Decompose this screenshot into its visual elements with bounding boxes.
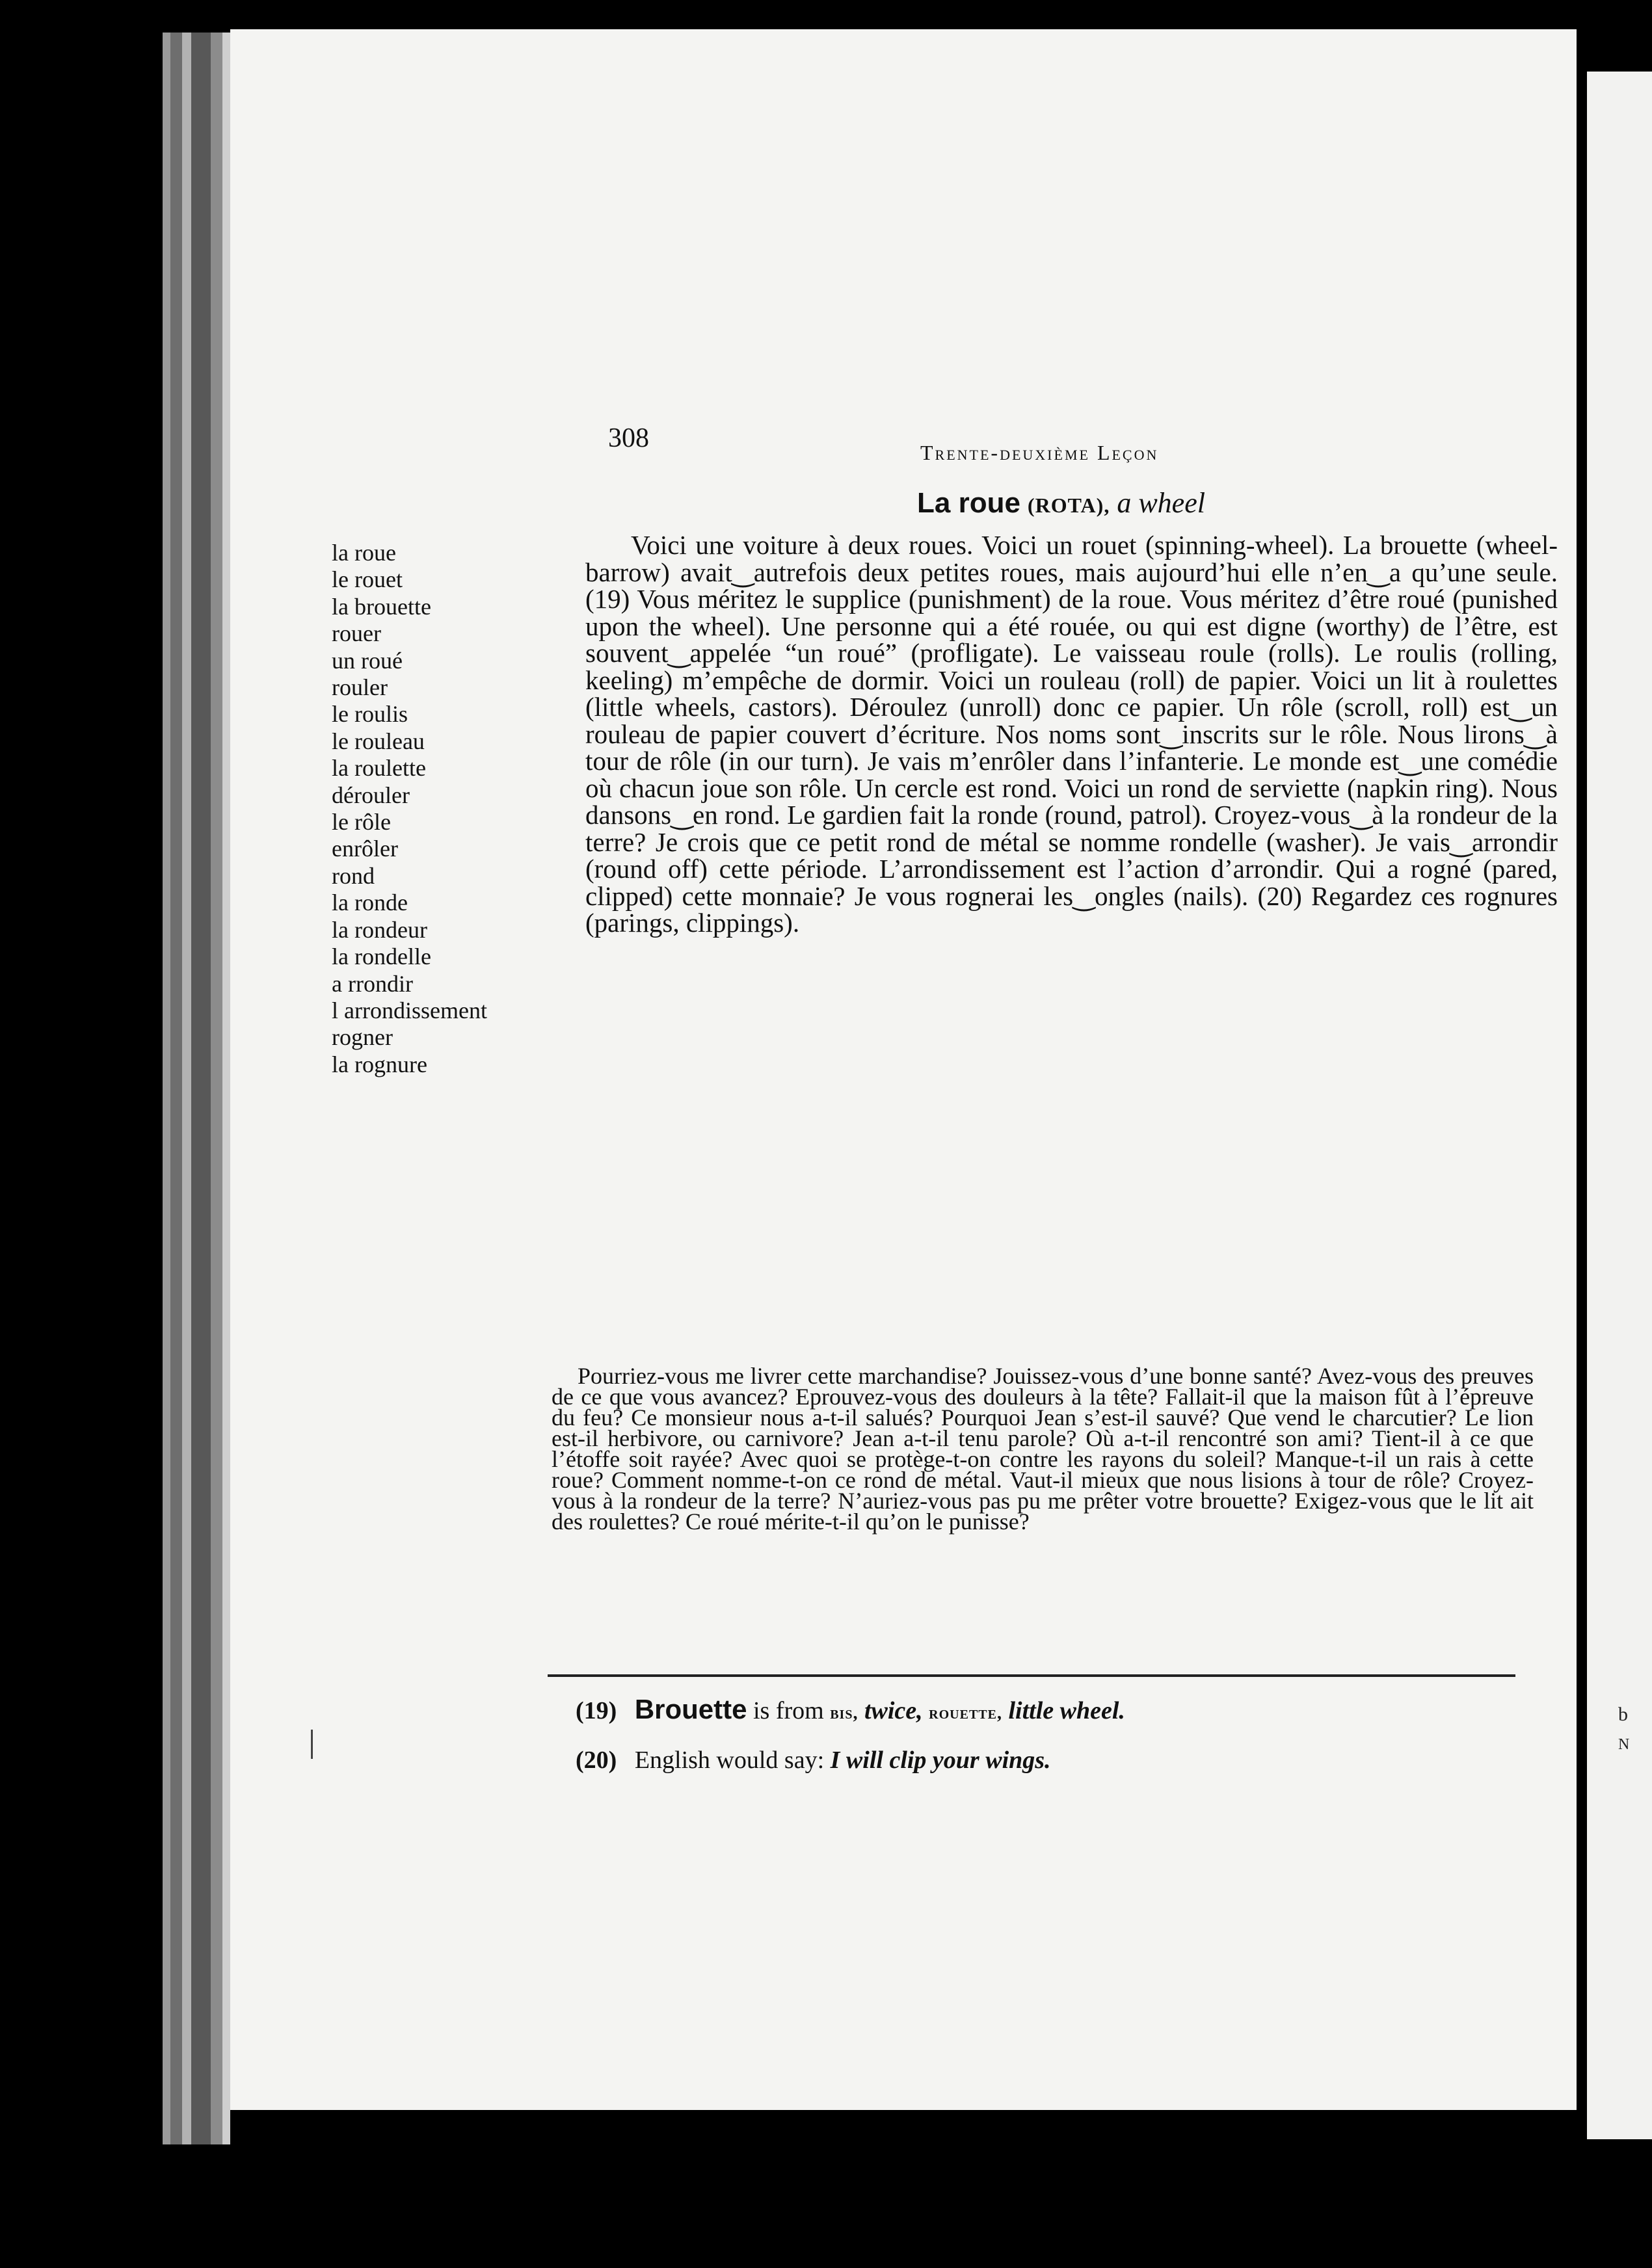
vocab-item: le rouleau — [332, 728, 425, 754]
footnote-number: (19) — [576, 1697, 617, 1724]
facing-page — [1587, 72, 1652, 2139]
lesson-title-latin: (ROTA), — [1027, 494, 1110, 517]
vocab-item: la rognure — [332, 1051, 427, 1077]
vocab-item: rouler — [332, 674, 388, 701]
vocab-item: rouer — [332, 620, 381, 647]
footnote-smallcaps: bis, — [830, 1703, 859, 1723]
vocab-item: le rouet — [332, 566, 403, 593]
vocab-item: le rôle — [332, 809, 391, 836]
footnote-italic: twice, — [864, 1697, 923, 1724]
vocab-item: la rondeur — [332, 916, 427, 943]
vocab-item: dérouler — [332, 782, 410, 808]
book-edge — [222, 33, 230, 2144]
book-edge — [191, 33, 211, 2144]
vocabulary-list — [332, 540, 546, 1078]
vocab-item: la roulette — [332, 755, 426, 782]
book-edge — [170, 33, 182, 2144]
running-head: Trente-deuxième Leçon — [920, 441, 1159, 464]
vocab-item: l arrondissement — [332, 997, 487, 1023]
vocab-item: rond — [332, 862, 375, 889]
footnote-divider — [548, 1674, 1515, 1677]
footnote-number: (20) — [576, 1747, 617, 1774]
lesson-body-text: Voici une voiture à deux roues. Voici un rouet (spinning-wheel). La brouette (wheel-barrow) avait‿autrefois deux petites roues, mais aujourd’hui elle n’en‿a qu’une seule. (19) Vous méritez le supplice (punishment) de la roue. Vous méritez d’être roué (punished upon the wheel). Une personne qui a été rouée, ou qui est digne (worthy) de l’être, est souvent‿appelée “un roué” (profligate). Le vaisseau roule (rolls). Le roulis (rolling, keeling) m’empêche de dormir. Voici un rouleau (roll) de papier. Voici un lit à roulettes (little wheels, castors). Déroulez (unroll) donc ce papier. Un rôle (scroll, roll) est‿un rouleau de papier couvert d’écriture. Nos noms sont‿inscrits sur le rôle. Nous lirons‿à tour de rôle (in our turn). Je vais m’enrôler dans l’infanterie. Le monde est‿une comédie où chacun joue son rôle. Un cercle est rond. Voici un rond de serviette (napkin ring). Nous dansons‿en rond. Le gardien fait la ronde (round, patrol). Croyez-vous‿à la rondeur de la terre? Je crois que ce petit rond de métal se nomme rondelle (washer). Je vais‿arrondir (round off) cette période. L’arrondissement est l’action d’arrondir. Qui a rogné (pared, clipped) cette monnaie? Je vous rognerai les‿ongles (nails). (20) Regardez ces rognures (parings, clippings). — [585, 530, 1558, 938]
scan-artifact — [311, 1730, 313, 1759]
footnote-italic: I will clip your wings. — [830, 1747, 1051, 1774]
book-edge — [163, 33, 170, 2144]
vocab-item: un roué — [332, 647, 403, 674]
footnote-20 — [576, 1746, 1051, 1774]
book-edge — [211, 33, 222, 2144]
vocab-item: le roulis — [332, 701, 408, 728]
lesson-title-english: a wheel — [1117, 487, 1205, 519]
footnote-smallcaps: rouette, — [929, 1703, 1002, 1723]
facing-page-char: N — [1618, 1736, 1630, 1753]
footnote-19 — [576, 1694, 1125, 1725]
vocab-item: enrôler — [332, 836, 398, 862]
vocab-item: la roue — [332, 540, 396, 566]
vocab-item: la brouette — [332, 593, 431, 620]
vocab-item: la ronde — [332, 890, 408, 916]
page-number: 308 — [608, 423, 649, 453]
vocab-item: la rondelle — [332, 943, 431, 970]
lesson-title — [917, 486, 1205, 520]
book-edge — [182, 33, 191, 2144]
vocab-item: a rrondir — [332, 970, 413, 997]
footnote-text: is from — [753, 1697, 824, 1724]
vocab-item: rogner — [332, 1024, 393, 1051]
footnote-italic: little wheel. — [1008, 1697, 1125, 1724]
footnote-headword: Brouette — [634, 1694, 747, 1724]
lesson-title-word: La roue — [917, 487, 1020, 519]
footnote-text: English would say: — [634, 1747, 825, 1774]
facing-page-char: b — [1618, 1704, 1628, 1725]
questions-paragraph: Pourriez-vous me livrer cette marchandise? Jouissez-vous d’une bonne santé? Avez-vous des preuves de ce que vous avancez? Eprouvez-vous des douleurs à la tête? Fallait-il que la maison fût à l’épreuve du feu? Ce monsieur nous a-t-il salués? Pourquoi Jean s’est-il sauvé? Que vend le charcutier? Le lion est-il herbivore, ou carnivore? Jean a-t-il tenu parole? Où a-t-il rencontré son ami? Tient-il à ce que l’étoffe soit rayée? Avec quoi se protège-t-on contre les rayons du soleil? Manque-t-il un rais à cette roue? Comment nomme-t-on ce rond de métal. Vaut-il mieux que nous lisions à tour de rôle? Croyez-vous à la rondeur de la terre? N’auriez-vous pas pu me prêter votre brouette? Exigez-vous que le lit ait des roulettes? Ce roué mérite-t-il qu’on le punisse? — [552, 1363, 1534, 1535]
